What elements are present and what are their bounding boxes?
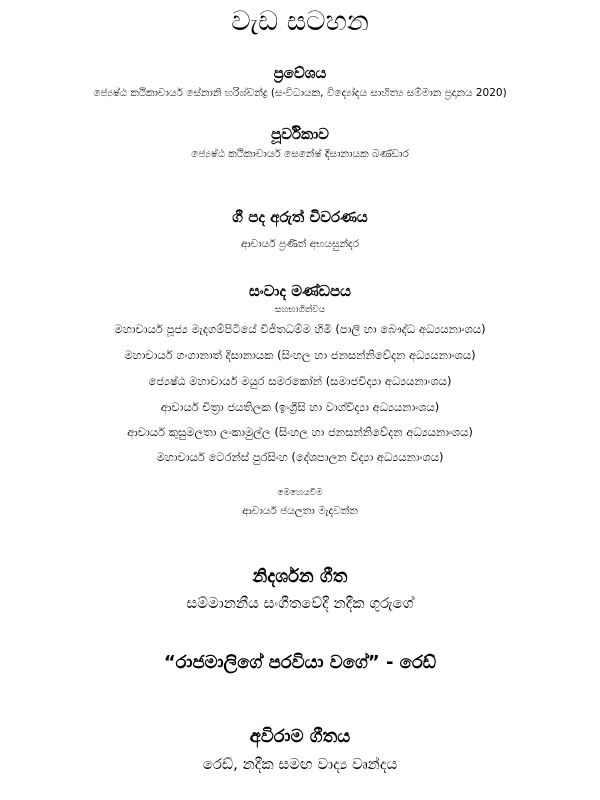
continuous-performers: රෙඩ්, නදීක සමඟ වාද්‍ය වෘන්දය — [202, 755, 398, 773]
welcome-speaker: ජ්‍යෙෂ්ඨ කථිකාචාර්ය සේනානි හරිශ්චන්ද්‍ර (සංවිධායක, විද්‍යෝදය සාහිත්‍ය සම්මාන ප්‍රදානය 2020) — [93, 87, 507, 99]
participant-item: ජ්‍යෙෂ්ඨ මහාචාර්ය මයුර සමරකෝන් (සමාජවිද්‍යා අධ්‍යයනාංශය) — [148, 374, 452, 388]
demo-performer: සම්මානනීය සංගීතවේදී නදීක ගුරුගේ — [186, 594, 414, 612]
continuous-heading: අවිරාම ගීතය — [249, 726, 351, 747]
participant-item: මහාචාර්ය ටෙරන්ස් පුරසිංහ (දේශපාලන විද්‍යා අධ්‍යයනාංශය) — [156, 450, 444, 464]
moderator-label: මෙහෙයවීම — [277, 488, 323, 498]
demo-heading: නිදර්ශන ගීත — [252, 566, 348, 587]
moderator-name: ආචාර්ය ජයලතා මැදවත්ත — [242, 505, 358, 517]
participant-item: ආචාර්ය කුසුමලතා ලංකාමුල්ල (සිංහල හා ජනසන්නිවේදන අධ්‍යයනාංශය) — [127, 425, 473, 439]
panel-heading: සංවාද මණ්ඩපය — [249, 282, 351, 300]
foreword-heading: පූර්විකාව — [271, 125, 329, 143]
lyrics-heading: ගී පද අරුත් විවරණය — [232, 208, 368, 226]
participant-item: මහාචාර්ය ගංගානාත් දිසානායක (සිංහල හා ජනසන්නිවේදන අධ්‍යයනාංශය) — [124, 348, 476, 362]
foreword-speaker: ජ්‍යෙෂ්ඨ කථිකාචාර්ය සෙනේෂ් දිසානායක බණ්ඩාර — [191, 148, 409, 160]
participants-label: සහභාගිත්වය — [274, 305, 326, 315]
song-title: “රාජමාලිගේ පරවියා වගේ” - රෙඩ් — [163, 652, 437, 673]
participant-item: මහාචාර්ය පූජ්‍ය මැදගම්පිටියේ විජිතධම්ම හිමි (පාලි හා බෞද්ධ අධ්‍යයනාංශය) — [114, 322, 486, 336]
welcome-heading: ප්‍රවේශය — [273, 64, 327, 82]
page-title: වැඩ සටහන — [231, 6, 369, 37]
lyrics-speaker: ආචාර්ය ප්‍රණීත් අභයසුන්දර — [240, 238, 360, 250]
participant-item: ආචාර්ය චිත්‍රා ජයතිලක (ඉංග්‍රීසි හා වාග්විද්‍යා අධ්‍යයනාංශය) — [160, 400, 440, 414]
